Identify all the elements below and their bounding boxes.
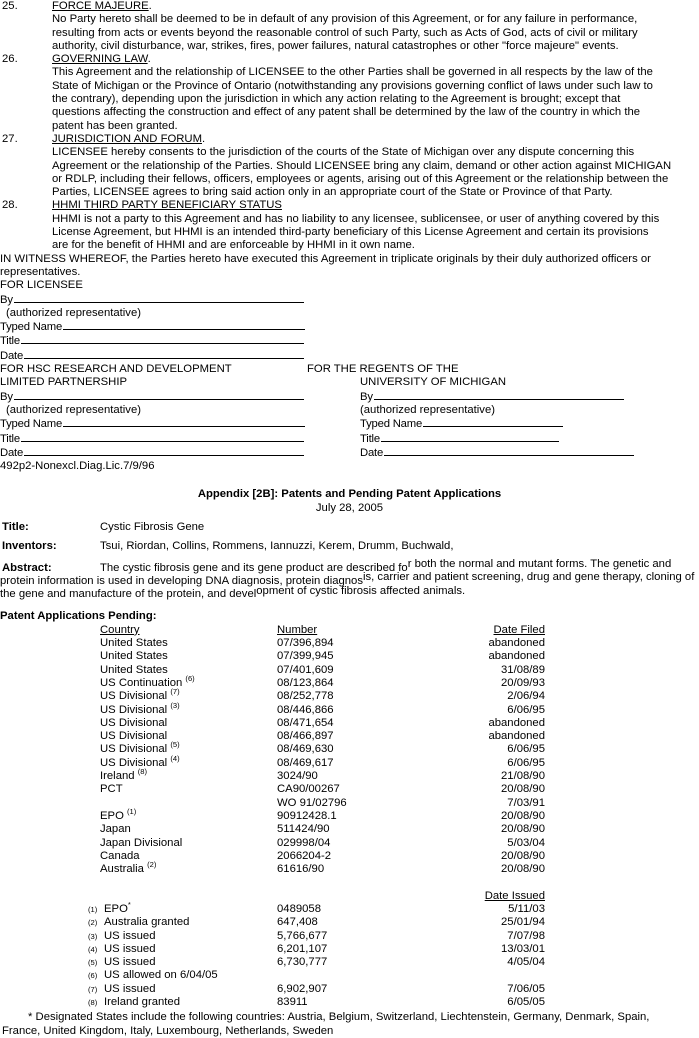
michigan-by-label: By bbox=[360, 390, 373, 403]
footnote-country bbox=[104, 943, 156, 956]
hsc-date-row bbox=[0, 446, 307, 460]
footnote-number: 83911 bbox=[277, 996, 308, 1009]
cell-country-text: EPO bbox=[100, 809, 124, 822]
clause-line: patent has been granted. bbox=[52, 119, 178, 132]
hsc-date-rule bbox=[24, 446, 304, 456]
cell-date-filed: 5/03/04 bbox=[507, 836, 545, 849]
inventors-value: Tsui, Riordan, Collins, Rommens, Iannuzzi, Kerem, Drumm, Buchwald, bbox=[100, 540, 454, 553]
table-row bbox=[0, 767, 699, 783]
licensee-title-rule bbox=[21, 334, 304, 344]
cell-date-filed: abandoned bbox=[488, 716, 545, 729]
cell-date-filed: abandoned bbox=[488, 730, 545, 743]
cell-date-filed: 6/06/95 bbox=[507, 756, 545, 769]
signature-block-michigan bbox=[307, 363, 699, 460]
cell-country-text: United States bbox=[100, 637, 168, 650]
title-row bbox=[0, 515, 699, 534]
footnote-country-text: US allowed on 6/04/05 bbox=[104, 969, 218, 982]
cell-date-filed: 20/08/90 bbox=[501, 823, 545, 836]
designated-states-line2: France, United Kingdom, Italy, Luxembourg, Netherlands, Sweden bbox=[2, 1024, 334, 1037]
footnote-marker: (2) bbox=[88, 918, 98, 928]
cell-number: 029998/04 bbox=[277, 836, 331, 849]
cell-number: CA90/00267 bbox=[277, 783, 340, 796]
table-row bbox=[0, 650, 699, 663]
clause-line: Parties, LICENSEE agrees to bring said action only in an appropriate court of the State or Province of that Party. bbox=[52, 186, 613, 199]
issued-header-row bbox=[0, 890, 699, 903]
footnote-row bbox=[0, 916, 699, 929]
footnote-superscript: (1) bbox=[127, 807, 137, 817]
footnote-marker: (8) bbox=[88, 998, 98, 1008]
table-row bbox=[0, 823, 699, 836]
abstract-line-left: protein information is used in developing DNA diagnosis, protein diagnos bbox=[0, 574, 363, 587]
michigan-typed-name-row bbox=[307, 417, 699, 431]
footnote-number: 0489058 bbox=[277, 903, 321, 915]
footnote-superscript: (6) bbox=[185, 674, 195, 684]
footnote-number: 6,201,107 bbox=[277, 942, 328, 955]
cell-date-filed: 2/06/94 bbox=[507, 690, 545, 703]
clause-line: authority, civil disturbance, war, strikes, fires, power failures, natural catastrophes or other "force majeure" events. bbox=[52, 39, 619, 52]
hsc-by-rule bbox=[14, 390, 304, 400]
abstract-label: Abstract: bbox=[2, 561, 52, 574]
hsc-authorized-note: (authorized representative) bbox=[6, 403, 142, 416]
clause-line: No Party hereto shall be deemed to be in default of any provision of this Agreement, or for any failure in performance, bbox=[52, 13, 638, 26]
cell-number: 90912428.1 bbox=[277, 809, 337, 822]
clause-heading-suffix: . bbox=[147, 53, 151, 66]
footnote-number: 5,766,677 bbox=[277, 929, 328, 942]
footnote-date-issued: 6/05/05 bbox=[507, 996, 545, 1009]
michigan-by-rule bbox=[374, 390, 624, 400]
clause-25 bbox=[0, 0, 699, 53]
cell-number: 08/123,864 bbox=[277, 676, 334, 689]
cell-date-filed: 20/08/90 bbox=[501, 863, 545, 876]
footnote-marker: (1) bbox=[88, 905, 98, 914]
clause-heading-text: GOVERNING LAW bbox=[52, 53, 148, 66]
witness-block bbox=[0, 253, 699, 280]
footnote-number: 647,408 bbox=[277, 916, 318, 929]
header-country: Country bbox=[100, 623, 140, 636]
witness-line: IN WITNESS WHEREOF, the Parties hereto have executed this Agreement in triplicate originals by their duly authorized officers or bbox=[0, 252, 651, 265]
cell-country-text: United States bbox=[100, 650, 168, 663]
licensee-typed-name-label: Typed Name bbox=[0, 321, 63, 334]
footnote-country-text: US issued bbox=[104, 956, 156, 969]
hsc-typed-name-row bbox=[0, 417, 307, 431]
michigan-typed-name-rule bbox=[423, 417, 563, 427]
clause-heading bbox=[52, 199, 699, 212]
cell-country-text: Canada bbox=[100, 849, 140, 862]
cell-date-filed: abandoned bbox=[488, 637, 545, 650]
clause-line: Agreement or the relationship of the Parties. Should LICENSEE bring any claim, demand or other action against MICHIGAN bbox=[52, 159, 672, 172]
designated-states-line1: * Designated States include the following countries: Austria, Belgium, Switzerland, Liechtenstein, Germany, Denmark, Spain, bbox=[28, 1011, 650, 1024]
footnote-number: 6,730,777 bbox=[277, 956, 328, 969]
table-row bbox=[0, 860, 699, 876]
michigan-authorized-note: (authorized representative) bbox=[360, 403, 496, 416]
cell-date-filed: 31/08/89 bbox=[501, 663, 545, 676]
cell-country bbox=[100, 860, 157, 876]
footnote-superscript: (8) bbox=[137, 767, 147, 777]
cell-country-text: PCT bbox=[100, 783, 123, 796]
hsc-typed-name-rule bbox=[63, 417, 305, 427]
table-row bbox=[0, 637, 699, 650]
clause-26 bbox=[0, 53, 699, 133]
hsc-party-line1: FOR HSC RESEARCH AND DEVELOPMENT bbox=[0, 363, 232, 376]
header-number: Number bbox=[277, 623, 318, 636]
witness-line: representatives. bbox=[0, 265, 81, 278]
clause-line: are for the benefit of HHMI and are enforceable by HHMI in it own name. bbox=[52, 239, 415, 252]
clause-line: This Agreement and the relationship of LICENSEE to the other Parties shall be governed in all respects by the law of the bbox=[52, 66, 653, 79]
clause-line: License Agreement, but HHMI is an intended third-party beneficiary of this License Agreement and certain its provisions bbox=[52, 226, 649, 239]
cell-country-text: US Divisional bbox=[100, 730, 168, 743]
footnote-row bbox=[0, 900, 699, 916]
asterisk-superscript: * bbox=[127, 900, 131, 910]
clause-heading-suffix: . bbox=[148, 0, 152, 12]
cell-date-filed: 20/09/93 bbox=[501, 676, 545, 689]
cell-date-filed: 6/06/95 bbox=[507, 703, 545, 716]
cell-number: 08/471,654 bbox=[277, 716, 334, 729]
clause-heading-suffix: . bbox=[202, 132, 206, 145]
cell-country bbox=[100, 687, 180, 703]
licensee-title-label: Title bbox=[0, 335, 20, 348]
cell-date-filed: 6/06/95 bbox=[507, 743, 545, 756]
footnote-country bbox=[104, 900, 131, 916]
table-row bbox=[0, 850, 699, 863]
licensee-by-rule bbox=[14, 293, 304, 303]
abstract-line-right: opment of cystic fibrosis affected animals. bbox=[256, 584, 466, 597]
cell-country-text: Japan bbox=[100, 823, 131, 836]
cell-country bbox=[100, 637, 168, 650]
licensee-title-row bbox=[0, 334, 699, 348]
footnote-row bbox=[0, 943, 699, 956]
table-row bbox=[0, 664, 699, 677]
cell-date-filed: 7/03/91 bbox=[507, 796, 545, 809]
hsc-by-row bbox=[0, 390, 307, 404]
michigan-party-line1: FOR THE REGENTS OF THE bbox=[307, 363, 459, 376]
footnote-row bbox=[0, 930, 699, 943]
michigan-by-row bbox=[307, 390, 699, 404]
signature-block-licensee bbox=[0, 279, 699, 363]
cell-country bbox=[100, 837, 182, 850]
cell-country bbox=[100, 700, 180, 717]
document-code: 492p2-Nonexcl.Diag.Lic.7/9/96 bbox=[0, 460, 155, 473]
licensee-by-row bbox=[0, 293, 699, 307]
clause-number: 28. bbox=[2, 199, 18, 212]
cell-country-text: US Divisional bbox=[100, 716, 168, 729]
hsc-by-label: By bbox=[0, 390, 13, 403]
clause-number: 26. bbox=[2, 53, 18, 66]
clause-number: 25. bbox=[2, 0, 18, 12]
abstract-block bbox=[0, 554, 699, 602]
clause-line: or RDLP, including their fellows, officers, employees or agents, arising out of this Agreement or the relationship between the bbox=[52, 172, 669, 185]
footnote-country-text: US issued bbox=[104, 929, 156, 942]
footnote-country-text: US issued bbox=[104, 982, 156, 995]
licensee-date-label: Date bbox=[0, 349, 24, 362]
table-row bbox=[0, 700, 699, 717]
cell-country-text: US Divisional bbox=[100, 756, 168, 769]
cell-country-text: Australia bbox=[100, 863, 144, 876]
cell-number: 08/252,778 bbox=[277, 690, 334, 703]
cell-country-text: US Continuation bbox=[100, 676, 183, 689]
cell-country bbox=[100, 730, 167, 743]
cell-number: 07/396,894 bbox=[277, 637, 334, 650]
cell-country bbox=[100, 650, 168, 663]
hsc-title-rule bbox=[21, 432, 304, 442]
footnote-superscript: (4) bbox=[170, 753, 180, 763]
table-row bbox=[0, 753, 699, 770]
cell-country-text: United States bbox=[100, 663, 168, 676]
footnote-date-issued: 13/03/01 bbox=[501, 942, 545, 955]
footnote-marker: (3) bbox=[88, 931, 98, 941]
footnote-row bbox=[0, 983, 699, 996]
cell-country bbox=[100, 807, 137, 823]
cell-date-filed: 20/08/90 bbox=[501, 849, 545, 862]
table-row bbox=[0, 687, 699, 703]
michigan-title-rule bbox=[381, 432, 559, 442]
table-row bbox=[0, 797, 699, 810]
michigan-date-label: Date bbox=[360, 446, 384, 459]
hsc-party-line2: LIMITED PARTNERSHIP bbox=[0, 376, 128, 389]
footnote-country bbox=[104, 916, 189, 929]
patent-applications-table bbox=[0, 624, 699, 1010]
hsc-title-label: Title bbox=[0, 432, 20, 445]
cell-country-text: US Divisional bbox=[100, 690, 168, 703]
footnote-country bbox=[104, 983, 156, 996]
title-label: Title: bbox=[2, 520, 29, 533]
table-gap bbox=[0, 876, 699, 889]
inventors-row bbox=[0, 534, 699, 553]
footnote-superscript: (3) bbox=[170, 700, 180, 710]
clause-number: 27. bbox=[2, 132, 18, 145]
clause-heading bbox=[52, 133, 699, 146]
cell-date-filed: 20/08/90 bbox=[501, 809, 545, 822]
cell-date-filed: abandoned bbox=[488, 650, 545, 663]
footnote-row bbox=[0, 956, 699, 969]
clause-heading bbox=[52, 0, 699, 13]
abstract-line bbox=[0, 584, 699, 601]
clause-line: resulting from acts or events beyond the reasonable control of such Party, such as Acts of God, acts of civil or military bbox=[52, 26, 638, 39]
licensee-party-label: FOR LICENSEE bbox=[0, 279, 83, 292]
table-row bbox=[0, 730, 699, 743]
cell-country bbox=[100, 850, 140, 863]
clauses-section bbox=[0, 0, 699, 253]
cell-country bbox=[100, 783, 123, 796]
footnote-country-text: Australia granted bbox=[104, 916, 190, 929]
table-row bbox=[0, 837, 699, 850]
cell-number: 511424/90 bbox=[277, 823, 330, 836]
licensee-typed-name-row bbox=[0, 320, 699, 334]
licensee-date-row bbox=[0, 349, 699, 363]
cell-number: 08/469,630 bbox=[277, 743, 334, 756]
header-date-issued: Date Issued bbox=[484, 889, 545, 902]
clause-line: State of Michigan or the Province of Ontario (notwithstanding any provisions governing conflict of laws under such law to bbox=[52, 79, 653, 92]
clause-line: HHMI is not a party to this Agreement and has no liability to any licensee, sublicensee, or user of anything covered by this bbox=[52, 212, 660, 225]
cell-number: 08/469,617 bbox=[277, 756, 334, 769]
pending-applications-heading: Patent Applications Pending: bbox=[0, 610, 157, 623]
clause-heading-text: HHMI THIRD PARTY BENEFICIARY STATUS bbox=[52, 199, 282, 212]
appendix-title: Appendix [2B]: Patents and Pending Patent Applications bbox=[197, 488, 502, 501]
abstract-line-left: the gene and manufacture of the protein, and devel bbox=[0, 588, 257, 601]
footnote-marker: (6) bbox=[88, 971, 98, 981]
clause-line: LICENSEE hereby consents to the jurisdiction of the courts of the State of Michigan over any dispute concerning this bbox=[52, 146, 635, 159]
licensee-typed-name-rule bbox=[63, 320, 305, 330]
licensee-by-label: By bbox=[0, 293, 13, 306]
inventors-label: Inventors: bbox=[2, 540, 57, 553]
cell-number: 07/401,609 bbox=[277, 663, 334, 676]
hsc-title-row bbox=[0, 432, 307, 446]
cell-country bbox=[100, 740, 180, 756]
cell-date-filed: 20/08/90 bbox=[501, 783, 545, 796]
cell-country bbox=[100, 664, 168, 677]
clause-line: questions affecting the construction and effect of any patent shall be determined by the law of the country in which the bbox=[52, 106, 641, 119]
cell-number: 2066204-2 bbox=[277, 849, 332, 862]
appendix-date: July 28, 2005 bbox=[315, 501, 384, 514]
clause-line: the contrary), depending upon the jurisdiction in which any action relating to the Agreement is brought; except that bbox=[52, 93, 621, 106]
cell-country bbox=[100, 767, 147, 783]
michigan-date-row bbox=[307, 446, 699, 460]
cell-country-text: Ireland bbox=[100, 770, 135, 783]
footnote-country-text: Ireland granted bbox=[104, 996, 180, 1009]
cell-number: 07/399,945 bbox=[277, 650, 334, 663]
cell-number: WO 91/02796 bbox=[277, 796, 347, 809]
footnote-date-issued: 4/05/04 bbox=[507, 956, 545, 969]
licensee-date-rule bbox=[24, 349, 304, 359]
table-row bbox=[0, 717, 699, 730]
footnote-country bbox=[104, 930, 156, 943]
footnote-date-issued: 7/06/05 bbox=[507, 982, 545, 995]
footnote-country-text: EPO bbox=[104, 903, 128, 915]
cell-number: 3024/90 bbox=[277, 770, 318, 783]
header-date-filed: Date Filed bbox=[493, 623, 545, 636]
table-row bbox=[0, 807, 699, 823]
footnote-row bbox=[0, 996, 699, 1009]
clause-heading bbox=[52, 53, 699, 66]
signature-block-hsc bbox=[0, 363, 307, 460]
footnote-marker: (7) bbox=[88, 984, 98, 994]
abstract-line-left: The cystic fibrosis gene and its gene product are described fo bbox=[100, 561, 408, 574]
clause-27 bbox=[0, 133, 699, 199]
footnote-country bbox=[104, 956, 156, 969]
cell-country bbox=[100, 674, 195, 690]
cell-date-filed: 21/08/90 bbox=[501, 770, 545, 783]
clause-28 bbox=[0, 199, 699, 252]
footnote-date-issued: 5/11/03 bbox=[508, 903, 545, 915]
michigan-date-rule bbox=[384, 446, 634, 456]
table-row bbox=[0, 783, 699, 796]
cell-country-text: Japan Divisional bbox=[100, 836, 183, 849]
footnote-country bbox=[104, 996, 180, 1009]
footnote-marker: (5) bbox=[88, 958, 98, 968]
michigan-party-line2: UNIVERSITY OF MICHIGAN bbox=[360, 376, 507, 389]
abstract-line-right: is, carrier and patient screening, drug and gene therapy, cloning of bbox=[362, 571, 695, 584]
footnote-superscript: (5) bbox=[170, 740, 180, 750]
table-row bbox=[0, 674, 699, 690]
michigan-typed-name-label: Typed Name bbox=[360, 418, 423, 431]
footnote-country-text: US issued bbox=[104, 942, 156, 955]
clause-heading-text: FORCE MAJEURE bbox=[52, 0, 149, 12]
abstract-line-right: r both the normal and mutant forms. The genetic and bbox=[407, 558, 672, 571]
cell-number: 61616/90 bbox=[277, 863, 325, 876]
title-value: Cystic Fibrosis Gene bbox=[100, 520, 205, 533]
cell-number: 08/466,897 bbox=[277, 730, 334, 743]
signature-columns bbox=[0, 363, 699, 460]
footnote-number: 6,902,907 bbox=[277, 982, 328, 995]
table-row bbox=[0, 740, 699, 756]
footnote-superscript: (2) bbox=[147, 860, 157, 870]
footnote-row bbox=[0, 969, 699, 982]
cell-number: 08/446,866 bbox=[277, 703, 334, 716]
cell-country-text: US Divisional bbox=[100, 743, 168, 756]
hsc-date-label: Date bbox=[0, 446, 24, 459]
cell-country bbox=[100, 717, 167, 730]
cell-country bbox=[100, 823, 131, 836]
cell-country-text: US Divisional bbox=[100, 703, 168, 716]
footnote-date-issued: 25/01/94 bbox=[501, 916, 545, 929]
licensee-authorized-note: (authorized representative) bbox=[6, 306, 142, 319]
hsc-typed-name-label: Typed Name bbox=[0, 418, 63, 431]
clause-heading-text: JURISDICTION AND FORUM bbox=[52, 132, 202, 145]
footnote-marker: (4) bbox=[88, 944, 98, 954]
footnote-date-issued: 7/07/98 bbox=[507, 929, 545, 942]
footnote-superscript: (7) bbox=[170, 687, 180, 697]
table-header-row bbox=[0, 624, 699, 637]
michigan-title-label: Title bbox=[360, 432, 380, 445]
footnote-country bbox=[104, 969, 218, 982]
michigan-title-row bbox=[307, 432, 699, 446]
